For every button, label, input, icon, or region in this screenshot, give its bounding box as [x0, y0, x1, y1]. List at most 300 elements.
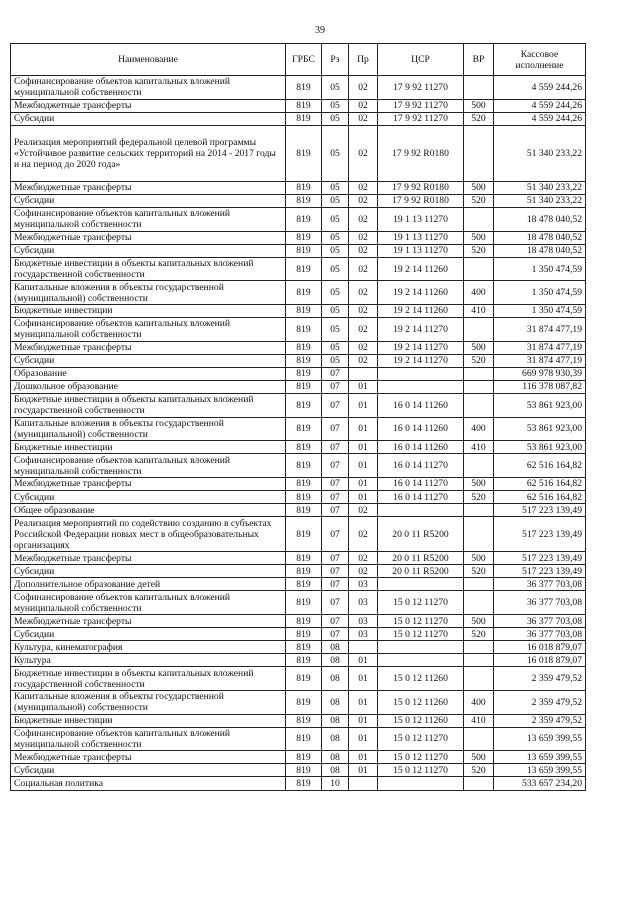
cell-name: Капитальные вложения в объекты государственной (муниципальной) собственности	[11, 417, 286, 441]
cell-vr	[464, 578, 494, 591]
cell-grbs: 819	[286, 654, 322, 667]
cell-pr: 01	[349, 654, 378, 667]
cell-name: Бюджетные инвестиции в объекты капитальных вложений государственной собственности	[11, 394, 286, 418]
cell-name: Реализация мероприятий федеральной целевой программы «Устойчивое развитие сельских территорий на 2014 - 2017 годы и на период до 2020 года»	[11, 125, 286, 181]
column-header-vr: ВР	[464, 44, 494, 76]
cell-grbs: 819	[286, 281, 322, 305]
cell-pr: 01	[349, 691, 378, 715]
cell-pr	[349, 777, 378, 790]
cell-sum: 13 659 399,55	[494, 764, 586, 777]
cell-sum: 36 377 703,08	[494, 591, 586, 615]
cell-csr: 19 2 14 11270	[378, 354, 464, 367]
table-row	[11, 641, 586, 654]
cell-csr: 19 2 14 11260	[378, 281, 464, 305]
cell-sum: 517 223 139,49	[494, 504, 586, 517]
cell-name: Межбюджетные трансферты	[11, 181, 286, 194]
column-header-name: Наименование	[11, 44, 286, 76]
column-header-rz: Рз	[322, 44, 349, 76]
cell-pr: 02	[349, 181, 378, 194]
cell-vr: 500	[464, 751, 494, 764]
cell-csr: 19 2 14 11260	[378, 257, 464, 281]
cell-grbs: 819	[286, 552, 322, 565]
cell-sum: 4 559 244,26	[494, 99, 586, 112]
cell-grbs: 819	[286, 714, 322, 727]
table-row	[11, 628, 586, 641]
cell-pr: 01	[349, 477, 378, 490]
cell-grbs: 819	[286, 181, 322, 194]
cell-name: Дошкольное образование	[11, 380, 286, 393]
cell-csr: 20 0 11 R5200	[378, 552, 464, 565]
cell-vr: 500	[464, 615, 494, 628]
cell-grbs: 819	[286, 112, 322, 125]
cell-vr: 520	[464, 194, 494, 207]
cell-sum: 62 516 164,82	[494, 454, 586, 478]
cell-csr: 19 2 14 11270	[378, 341, 464, 354]
table-row	[11, 504, 586, 517]
cell-grbs: 819	[286, 76, 322, 100]
cell-rz: 07	[322, 578, 349, 591]
table-row	[11, 490, 586, 503]
cell-sum: 18 478 040,52	[494, 207, 586, 231]
cell-pr: 02	[349, 565, 378, 578]
cell-csr: 15 0 12 11270	[378, 591, 464, 615]
cell-sum: 16 018 879,07	[494, 654, 586, 667]
cell-name: Социальная политика	[11, 777, 286, 790]
cell-vr	[464, 76, 494, 100]
cell-name: Софинансирование объектов капитальных вложений муниципальной собственности	[11, 454, 286, 478]
cell-grbs: 819	[286, 578, 322, 591]
table-row	[11, 477, 586, 490]
cell-name: Бюджетные инвестиции	[11, 304, 286, 317]
cell-vr: 400	[464, 281, 494, 305]
cell-sum: 2 359 479,52	[494, 691, 586, 715]
cell-rz: 05	[322, 318, 349, 342]
cell-pr	[349, 641, 378, 654]
cell-name: Софинансирование объектов капитальных вложений муниципальной собственности	[11, 591, 286, 615]
table-row	[11, 380, 586, 393]
cell-grbs: 819	[286, 667, 322, 691]
cell-rz: 07	[322, 380, 349, 393]
cell-pr: 01	[349, 727, 378, 751]
cell-grbs: 819	[286, 727, 322, 751]
cell-pr: 01	[349, 490, 378, 503]
cell-name: Субсидии	[11, 565, 286, 578]
cell-grbs: 819	[286, 367, 322, 380]
table-row	[11, 112, 586, 125]
cell-sum: 53 861 923,00	[494, 441, 586, 454]
table-row	[11, 231, 586, 244]
cell-grbs: 819	[286, 591, 322, 615]
cell-pr: 02	[349, 354, 378, 367]
cell-pr: 03	[349, 591, 378, 615]
cell-csr: 15 0 12 11270	[378, 751, 464, 764]
cell-grbs: 819	[286, 764, 322, 777]
cell-vr	[464, 125, 494, 181]
cell-sum: 517 223 139,49	[494, 517, 586, 552]
cell-sum: 1 350 474,59	[494, 304, 586, 317]
cell-csr: 15 0 12 11270	[378, 764, 464, 777]
cell-csr: 17 9 92 11270	[378, 99, 464, 112]
cell-pr: 03	[349, 615, 378, 628]
cell-sum: 517 223 139,49	[494, 552, 586, 565]
budget-execution-table	[10, 43, 586, 791]
cell-vr	[464, 727, 494, 751]
cell-grbs: 819	[286, 257, 322, 281]
cell-sum: 62 516 164,82	[494, 477, 586, 490]
cell-name: Бюджетные инвестиции в объекты капитальных вложений государственной собственности	[11, 667, 286, 691]
table-row	[11, 257, 586, 281]
cell-grbs: 819	[286, 490, 322, 503]
cell-sum: 669 978 930,39	[494, 367, 586, 380]
cell-csr	[378, 641, 464, 654]
cell-sum: 2 359 479,52	[494, 667, 586, 691]
cell-name: Межбюджетные трансферты	[11, 615, 286, 628]
cell-sum: 116 378 087,82	[494, 380, 586, 393]
cell-pr: 01	[349, 441, 378, 454]
cell-vr	[464, 380, 494, 393]
cell-vr: 500	[464, 477, 494, 490]
cell-sum: 2 359 479,52	[494, 714, 586, 727]
cell-sum: 31 874 477,19	[494, 354, 586, 367]
cell-pr: 02	[349, 194, 378, 207]
cell-rz: 07	[322, 490, 349, 503]
cell-rz: 05	[322, 76, 349, 100]
cell-pr	[349, 367, 378, 380]
cell-vr: 400	[464, 691, 494, 715]
table-row	[11, 764, 586, 777]
cell-csr: 20 0 11 R5200	[378, 517, 464, 552]
cell-name: Бюджетные инвестиции	[11, 714, 286, 727]
cell-rz: 05	[322, 257, 349, 281]
table-row	[11, 578, 586, 591]
cell-vr: 520	[464, 112, 494, 125]
cell-grbs: 819	[286, 691, 322, 715]
table-row	[11, 751, 586, 764]
cell-name: Межбюджетные трансферты	[11, 552, 286, 565]
cell-grbs: 819	[286, 304, 322, 317]
table-row	[11, 667, 586, 691]
cell-vr: 400	[464, 417, 494, 441]
cell-sum: 1 350 474,59	[494, 257, 586, 281]
cell-sum: 31 874 477,19	[494, 318, 586, 342]
cell-sum: 31 874 477,19	[494, 341, 586, 354]
cell-name: Межбюджетные трансферты	[11, 99, 286, 112]
cell-rz: 07	[322, 517, 349, 552]
cell-vr: 500	[464, 99, 494, 112]
cell-rz: 08	[322, 714, 349, 727]
cell-grbs: 819	[286, 777, 322, 790]
cell-csr: 19 1 13 11270	[378, 207, 464, 231]
cell-sum: 36 377 703,08	[494, 578, 586, 591]
cell-csr: 15 0 12 11260	[378, 667, 464, 691]
cell-pr: 01	[349, 714, 378, 727]
cell-rz: 08	[322, 667, 349, 691]
cell-vr: 520	[464, 764, 494, 777]
cell-csr	[378, 578, 464, 591]
table-row	[11, 76, 586, 100]
cell-name: Дополнительное образование детей	[11, 578, 286, 591]
cell-grbs: 819	[286, 417, 322, 441]
cell-rz: 07	[322, 628, 349, 641]
cell-vr: 500	[464, 231, 494, 244]
cell-csr: 19 2 14 11270	[378, 318, 464, 342]
cell-name: Капитальные вложения в объекты государственной (муниципальной) собственности	[11, 691, 286, 715]
cell-rz: 07	[322, 565, 349, 578]
cell-vr: 520	[464, 354, 494, 367]
cell-csr: 16 0 14 11270	[378, 490, 464, 503]
cell-sum: 13 659 399,55	[494, 751, 586, 764]
cell-rz: 05	[322, 125, 349, 181]
cell-grbs: 819	[286, 615, 322, 628]
cell-vr	[464, 454, 494, 478]
cell-vr: 500	[464, 341, 494, 354]
cell-name: Субсидии	[11, 244, 286, 257]
cell-sum: 13 659 399,55	[494, 727, 586, 751]
table-row	[11, 125, 586, 181]
cell-pr: 02	[349, 76, 378, 100]
cell-name: Субсидии	[11, 194, 286, 207]
table-row	[11, 354, 586, 367]
cell-pr: 02	[349, 257, 378, 281]
cell-sum: 16 018 879,07	[494, 641, 586, 654]
cell-vr	[464, 777, 494, 790]
cell-sum: 533 657 234,20	[494, 777, 586, 790]
table-row	[11, 207, 586, 231]
cell-vr	[464, 318, 494, 342]
table-row	[11, 615, 586, 628]
cell-name: Субсидии	[11, 490, 286, 503]
table-row	[11, 318, 586, 342]
cell-rz: 10	[322, 777, 349, 790]
table-row	[11, 654, 586, 667]
cell-rz: 07	[322, 367, 349, 380]
cell-name: Культура	[11, 654, 286, 667]
cell-name: Субсидии	[11, 628, 286, 641]
cell-rz: 07	[322, 591, 349, 615]
cell-rz: 07	[322, 454, 349, 478]
cell-sum: 4 559 244,26	[494, 112, 586, 125]
table-row	[11, 99, 586, 112]
cell-sum: 36 377 703,08	[494, 628, 586, 641]
cell-rz: 07	[322, 417, 349, 441]
cell-sum: 1 350 474,59	[494, 281, 586, 305]
cell-pr: 01	[349, 667, 378, 691]
cell-csr: 19 2 14 11260	[378, 304, 464, 317]
table-body	[11, 76, 586, 791]
column-header-grbs: ГРБС	[286, 44, 322, 76]
cell-vr	[464, 641, 494, 654]
table-row	[11, 441, 586, 454]
cell-name: Софинансирование объектов капитальных вложений муниципальной собственности	[11, 76, 286, 100]
cell-rz: 05	[322, 354, 349, 367]
cell-rz: 05	[322, 244, 349, 257]
cell-rz: 08	[322, 751, 349, 764]
cell-sum: 51 340 233,22	[494, 125, 586, 181]
cell-csr: 16 0 14 11260	[378, 394, 464, 418]
cell-rz: 05	[322, 341, 349, 354]
cell-sum: 51 340 233,22	[494, 181, 586, 194]
table-row	[11, 591, 586, 615]
table-row	[11, 304, 586, 317]
cell-pr: 03	[349, 578, 378, 591]
cell-csr: 15 0 12 11270	[378, 615, 464, 628]
page-number: 39	[315, 25, 325, 36]
cell-vr	[464, 367, 494, 380]
cell-csr	[378, 654, 464, 667]
cell-rz: 07	[322, 552, 349, 565]
cell-name: Софинансирование объектов капитальных вложений муниципальной собственности	[11, 318, 286, 342]
cell-grbs: 819	[286, 354, 322, 367]
cell-vr	[464, 257, 494, 281]
cell-pr: 03	[349, 628, 378, 641]
table-row	[11, 552, 586, 565]
cell-csr	[378, 504, 464, 517]
cell-vr: 410	[464, 304, 494, 317]
table-row	[11, 194, 586, 207]
table-row	[11, 727, 586, 751]
column-header-pr: Пр	[349, 44, 378, 76]
cell-pr: 01	[349, 751, 378, 764]
cell-csr	[378, 777, 464, 790]
cell-rz: 08	[322, 654, 349, 667]
cell-grbs: 819	[286, 477, 322, 490]
table-row	[11, 777, 586, 790]
cell-pr: 01	[349, 394, 378, 418]
cell-rz: 05	[322, 112, 349, 125]
cell-grbs: 819	[286, 517, 322, 552]
cell-name: Субсидии	[11, 764, 286, 777]
cell-csr: 17 9 92 R0180	[378, 194, 464, 207]
cell-grbs: 819	[286, 318, 322, 342]
cell-grbs: 819	[286, 565, 322, 578]
cell-csr: 19 1 13 11270	[378, 231, 464, 244]
cell-pr: 02	[349, 504, 378, 517]
cell-grbs: 819	[286, 194, 322, 207]
cell-csr: 16 0 14 11260	[378, 441, 464, 454]
cell-pr: 02	[349, 112, 378, 125]
cell-name: Межбюджетные трансферты	[11, 341, 286, 354]
cell-csr: 19 1 13 11270	[378, 244, 464, 257]
cell-rz: 07	[322, 615, 349, 628]
table-row	[11, 565, 586, 578]
cell-csr: 16 0 14 11260	[378, 417, 464, 441]
cell-sum: 4 559 244,26	[494, 76, 586, 100]
cell-sum: 53 861 923,00	[494, 394, 586, 418]
cell-sum: 36 377 703,08	[494, 615, 586, 628]
cell-name: Межбюджетные трансферты	[11, 231, 286, 244]
table-row	[11, 281, 586, 305]
cell-pr: 02	[349, 207, 378, 231]
cell-pr: 01	[349, 764, 378, 777]
table-row	[11, 691, 586, 715]
cell-csr	[378, 367, 464, 380]
cell-rz: 05	[322, 304, 349, 317]
cell-grbs: 819	[286, 125, 322, 181]
cell-pr: 02	[349, 125, 378, 181]
cell-vr	[464, 591, 494, 615]
cell-name: Бюджетные инвестиции в объекты капитальных вложений государственной собственности	[11, 257, 286, 281]
cell-grbs: 819	[286, 394, 322, 418]
table-row	[11, 394, 586, 418]
cell-name: Общее образование	[11, 504, 286, 517]
cell-grbs: 819	[286, 641, 322, 654]
cell-sum: 517 223 139,49	[494, 565, 586, 578]
cell-name: Межбюджетные трансферты	[11, 751, 286, 764]
cell-grbs: 819	[286, 454, 322, 478]
cell-name: Софинансирование объектов капитальных вложений муниципальной собственности	[11, 727, 286, 751]
table-row	[11, 517, 586, 552]
cell-grbs: 819	[286, 207, 322, 231]
cell-csr: 17 9 92 11270	[378, 76, 464, 100]
cell-rz: 08	[322, 727, 349, 751]
cell-rz: 05	[322, 99, 349, 112]
cell-pr: 02	[349, 341, 378, 354]
cell-sum: 18 478 040,52	[494, 231, 586, 244]
cell-csr: 16 0 14 11270	[378, 454, 464, 478]
cell-name: Бюджетные инвестиции	[11, 441, 286, 454]
cell-rz: 05	[322, 281, 349, 305]
table-row	[11, 244, 586, 257]
table-header	[11, 44, 586, 76]
cell-grbs: 819	[286, 751, 322, 764]
cell-vr	[464, 517, 494, 552]
cell-grbs: 819	[286, 231, 322, 244]
cell-pr: 01	[349, 380, 378, 393]
cell-vr: 520	[464, 490, 494, 503]
cell-pr: 01	[349, 417, 378, 441]
cell-csr: 17 9 92 R0180	[378, 181, 464, 194]
table-row	[11, 454, 586, 478]
cell-vr: 500	[464, 181, 494, 194]
cell-pr: 02	[349, 231, 378, 244]
cell-rz: 05	[322, 231, 349, 244]
cell-vr: 520	[464, 628, 494, 641]
cell-rz: 07	[322, 477, 349, 490]
table-row	[11, 714, 586, 727]
cell-vr	[464, 207, 494, 231]
cell-name: Субсидии	[11, 354, 286, 367]
cell-name: Субсидии	[11, 112, 286, 125]
cell-grbs: 819	[286, 99, 322, 112]
cell-pr: 02	[349, 318, 378, 342]
cell-rz: 05	[322, 207, 349, 231]
table-row	[11, 181, 586, 194]
cell-grbs: 819	[286, 441, 322, 454]
cell-vr	[464, 654, 494, 667]
cell-csr: 15 0 12 11260	[378, 691, 464, 715]
cell-pr: 02	[349, 517, 378, 552]
cell-csr: 17 9 92 11270	[378, 112, 464, 125]
cell-grbs: 819	[286, 504, 322, 517]
cell-vr	[464, 667, 494, 691]
cell-name: Межбюджетные трансферты	[11, 477, 286, 490]
cell-name: Реализация мероприятий по содействию созданию в субъектах Российской Федерации новых мест в общеобразовательных организациях	[11, 517, 286, 552]
cell-grbs: 819	[286, 628, 322, 641]
cell-rz: 07	[322, 394, 349, 418]
cell-vr: 410	[464, 714, 494, 727]
cell-rz: 08	[322, 691, 349, 715]
cell-pr: 01	[349, 454, 378, 478]
cell-pr: 02	[349, 99, 378, 112]
cell-grbs: 819	[286, 380, 322, 393]
cell-rz: 07	[322, 504, 349, 517]
cell-name: Софинансирование объектов капитальных вложений муниципальной собственности	[11, 207, 286, 231]
cell-grbs: 819	[286, 244, 322, 257]
cell-csr: 15 0 12 11270	[378, 727, 464, 751]
cell-csr: 15 0 12 11270	[378, 628, 464, 641]
cell-sum: 62 516 164,82	[494, 490, 586, 503]
cell-name: Культура, кинематография	[11, 641, 286, 654]
